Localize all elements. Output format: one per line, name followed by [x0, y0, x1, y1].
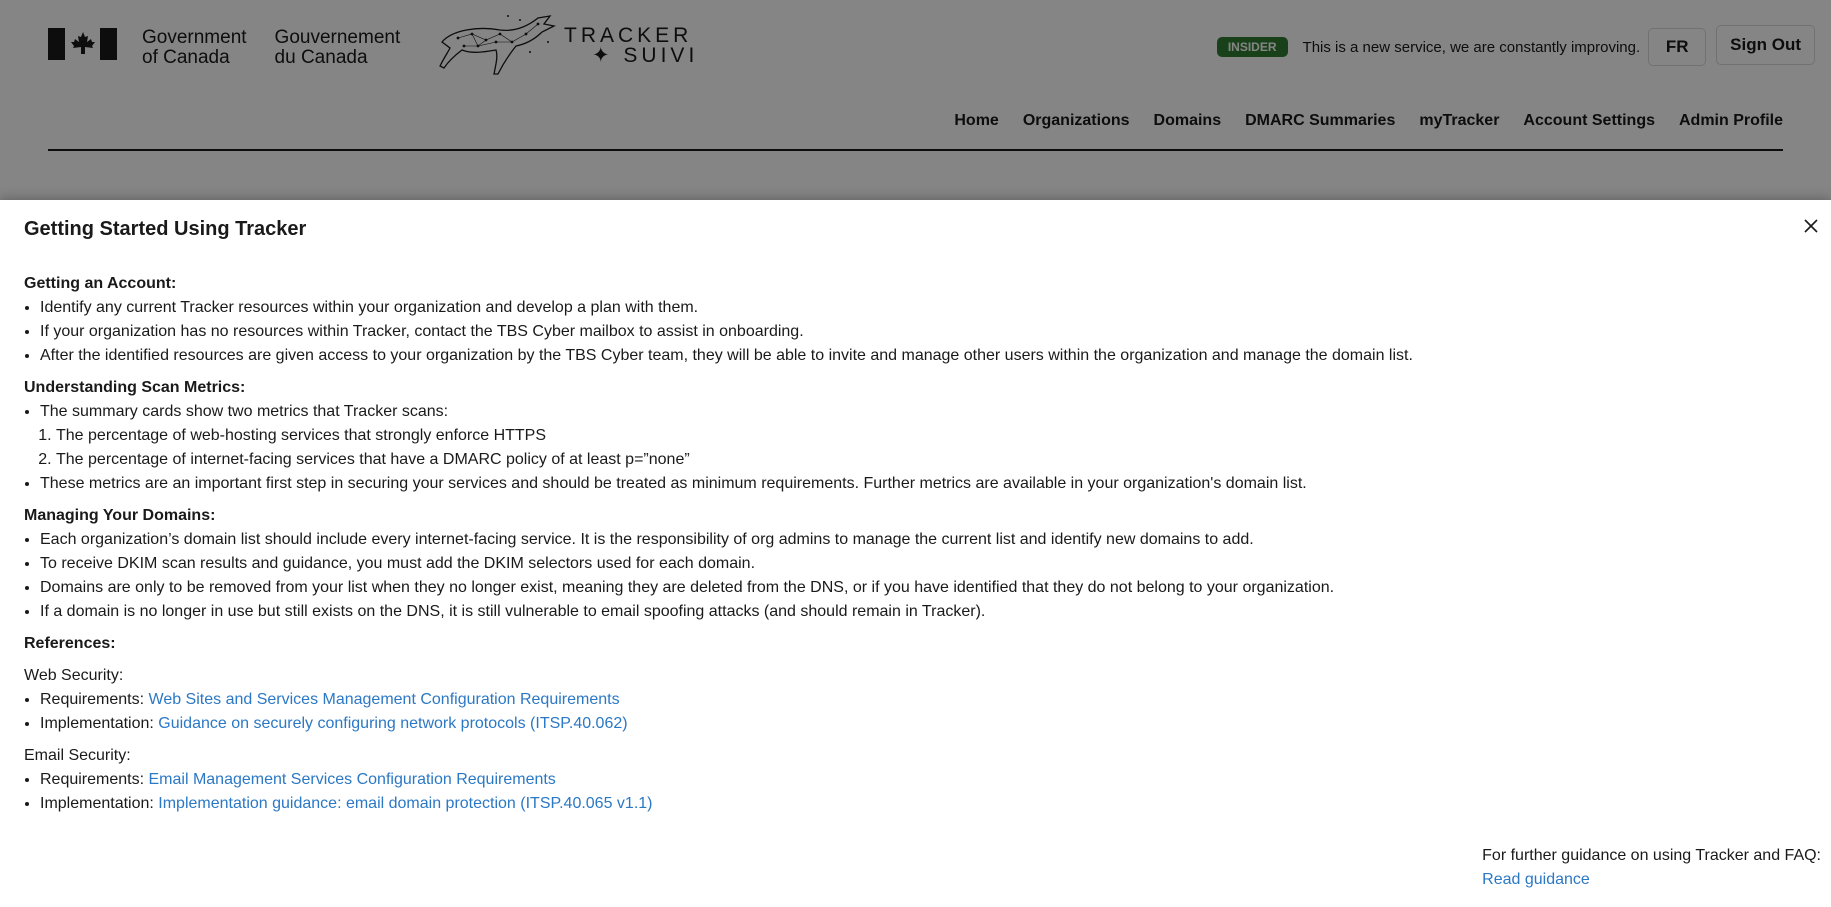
tracker-wordmark: TRACKER ✦ SUIVI	[564, 24, 699, 67]
list-item: 1. The percentage of web-hosting services that strongly enforce HTTPS	[56, 424, 1784, 448]
list-item: • Implementation: Guidance on securely configuring network protocols (ITSP.40.062)	[40, 712, 1784, 736]
section-heading-account: Getting an Account:	[24, 275, 177, 292]
domains-list	[24, 528, 1784, 624]
section-heading-domains: Managing Your Domains:	[24, 507, 216, 524]
goc-english-name: Government of Canada	[142, 27, 247, 68]
close-drawer-button[interactable]	[1799, 214, 1823, 238]
list-item: • Requirements: Web Sites and Services Management Configuration Requirements	[40, 688, 1784, 712]
close-icon	[1804, 219, 1818, 233]
email-implementation-link[interactable]: Implementation guidance: email domain protection (ITSP.40.065 v1.1)	[158, 795, 653, 812]
email-security-list	[24, 768, 1784, 816]
insider-badge: INSIDER	[1217, 37, 1288, 57]
list-item: • After the identified resources are given access to your organization by the TBS Cyber team, they will be able to invite and manage other users within the organization and manage the domain list.	[40, 344, 1784, 368]
list-item: • To receive DKIM scan results and guidance, you must add the DKIM selectors used for each domain.	[40, 552, 1784, 576]
metrics-closing-list	[24, 472, 1784, 496]
web-security-label: Web Security:	[24, 667, 124, 684]
list-item: • These metrics are an important first step in securing your services and should be treated as minimum requirements. Further metrics are available in your organization's domain list.	[40, 472, 1784, 496]
drawer-content	[24, 272, 1784, 816]
account-list	[24, 296, 1784, 368]
email-security-label: Email Security:	[24, 747, 131, 764]
list-item: • Domains are only to be removed from your list when they no longer exist, meaning they are deleted from the DNS, or if you have identified that they do not belong to your organization.	[40, 576, 1784, 600]
metrics-list	[24, 400, 1784, 424]
getting-started-drawer	[0, 200, 1831, 907]
nav-domains[interactable]: Domains	[1153, 112, 1222, 129]
further-guidance-text: For further guidance on using Tracker and FAQ:	[1482, 847, 1821, 864]
language-toggle-button[interactable]: FR	[1648, 28, 1706, 66]
list-item: • Identify any current Tracker resources within your organization and develop a plan with them.	[40, 296, 1784, 320]
nav-admin-profile[interactable]: Admin Profile	[1678, 112, 1783, 129]
list-item: • Requirements: Email Management Services Configuration Requirements	[40, 768, 1784, 792]
metrics-ordered-list	[24, 424, 1784, 472]
read-guidance-link[interactable]: Read guidance	[1482, 871, 1590, 888]
nav-dmarc-summaries[interactable]: DMARC Summaries	[1245, 112, 1396, 129]
sign-out-button[interactable]: Sign Out	[1716, 25, 1815, 65]
section-heading-references: References:	[24, 635, 116, 652]
web-implementation-link[interactable]: Guidance on securely configuring network protocols (ITSP.40.062)	[158, 715, 628, 732]
list-item: • Implementation: Implementation guidance: email domain protection (ITSP.40.065 v1.1)	[40, 792, 1784, 816]
nav-account-settings[interactable]: Account Settings	[1523, 112, 1655, 129]
list-item: • If your organization has no resources within Tracker, contact the TBS Cyber mailbox to assist in onboarding.	[40, 320, 1784, 344]
drawer-title: Getting Started Using Tracker	[24, 218, 307, 240]
list-item: • Each organization’s domain list should include every internet-facing service. It is the responsibility of org admins to manage the current list and identify new domains to add.	[40, 528, 1784, 552]
list-item: • The summary cards show two metrics that Tracker scans:	[40, 400, 1784, 424]
new-service-notice: This is a new service, we are constantly improving.	[1302, 38, 1641, 56]
section-heading-metrics: Understanding Scan Metrics:	[24, 379, 246, 396]
list-item: 2. The percentage of internet-facing services that have a DMARC policy of at least p=”none”	[56, 448, 1784, 472]
list-item: • If a domain is no longer in use but still exists on the DNS, it is still vulnerable to email spoofing attacks (and should remain in Tracker).	[40, 600, 1784, 624]
email-requirements-link[interactable]: Email Management Services Configuration Requirements	[148, 771, 556, 788]
goc-french-name: Gouvernement du Canada	[274, 27, 401, 68]
further-guidance	[1482, 844, 1821, 892]
web-security-list	[24, 688, 1784, 736]
web-requirements-link[interactable]: Web Sites and Services Management Configuration Requirements	[148, 691, 620, 708]
nav-mytracker[interactable]: myTracker	[1419, 112, 1500, 129]
nav-organizations[interactable]: Organizations	[1022, 112, 1130, 129]
nav-home[interactable]: Home	[954, 112, 999, 129]
